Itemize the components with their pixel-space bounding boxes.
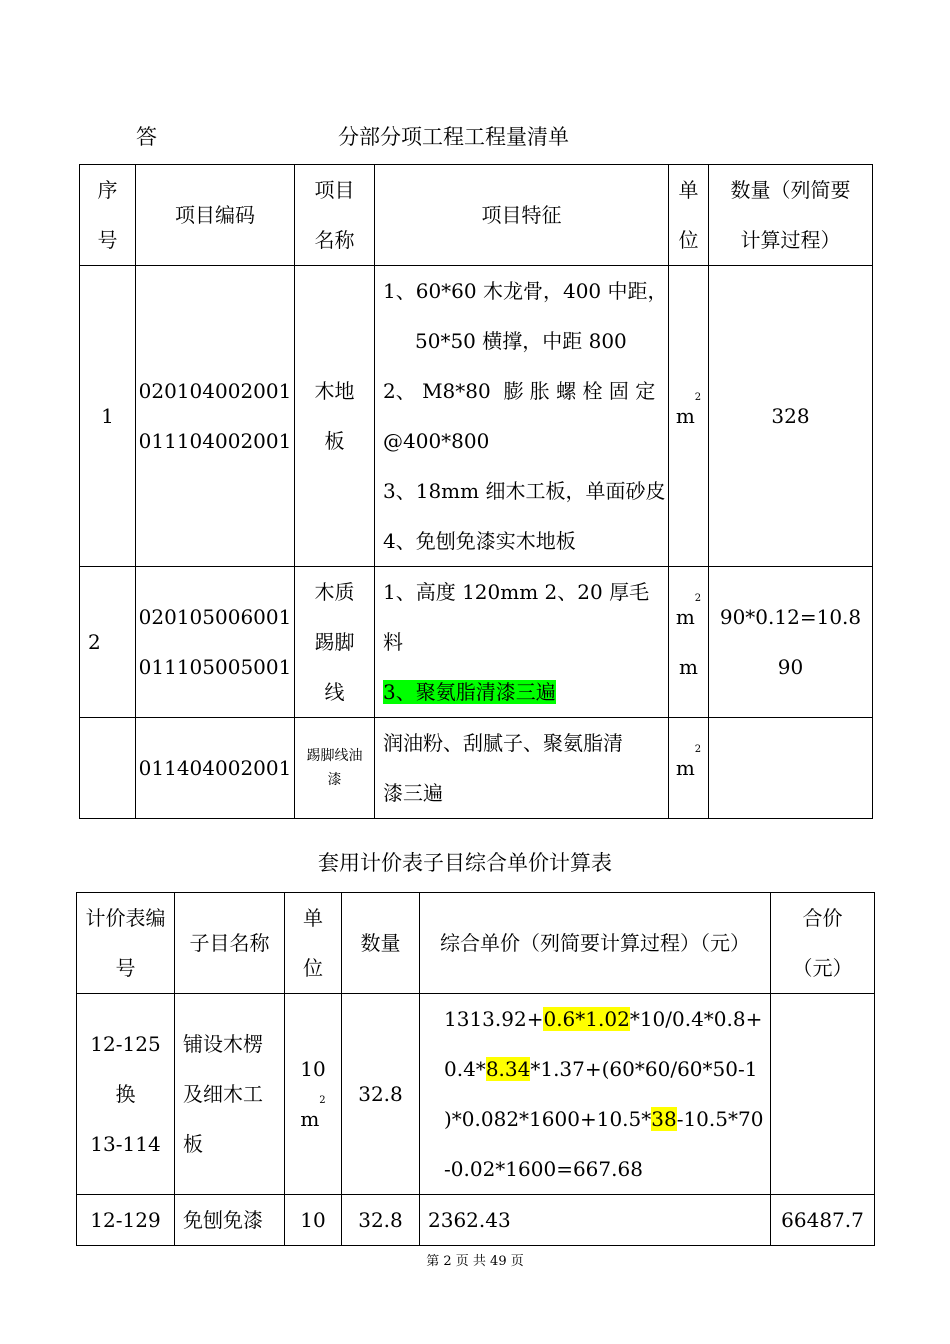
table2-title: 套用计价表子目综合单价计算表	[318, 851, 612, 875]
highlighted-value: 0.6*1.02	[543, 1007, 630, 1031]
header-price: 综合单价（列简要计算过程）（元）	[420, 893, 771, 994]
row-seq: 2	[80, 567, 136, 718]
row-qty: 328	[709, 266, 873, 567]
row-features: 1、60*60 木龙骨，400 中距， 50*50 横撑，中距 800 2、 M8*80 膨 胀 螺 栓 固 定 @400*800 3、18mm 细木工板，单面砂皮 4、免刨免漆实木地板	[375, 266, 669, 567]
header-unit: 单 位	[669, 165, 709, 266]
row-codes: 020105006001 011105005001	[136, 567, 295, 718]
header-qty: 数量（列简要 计算过程）	[709, 165, 873, 266]
header-name: 项目 名称	[295, 165, 375, 266]
row-name: 木质 踢脚 线	[295, 567, 375, 718]
row-name: 踢脚线油 漆	[295, 718, 375, 819]
header-code: 计价表编 号	[77, 893, 175, 994]
row-codes: 020104002001 011104002001	[136, 266, 295, 567]
table-header-row	[80, 165, 873, 266]
row-qty: 32.8	[342, 994, 420, 1195]
answer-label: 答	[136, 125, 157, 149]
header-seq: 序 号	[80, 165, 136, 266]
header-code: 项目编码	[136, 165, 295, 266]
row-seq: 1	[80, 266, 136, 567]
header-name: 子目名称	[175, 893, 285, 994]
row-price-calc: 1313.92+0.6*1.02*10/0.4*0.8+ 0.4*8.34*1.37+(60*60/60*50-1 )*0.082*1600+10.5*38-10.5*70 -0.02*1600=667.68	[420, 994, 771, 1195]
row-unit: $m^2$	[669, 718, 709, 819]
page-footer: 第 2 页 共 49 页	[426, 1254, 524, 1269]
table-row	[80, 567, 873, 718]
table-row	[77, 994, 875, 1195]
bill-of-quantities-table	[79, 164, 873, 819]
header-unit: 单 位	[285, 893, 342, 994]
row-name: 铺设木楞 及细木工 板	[175, 994, 285, 1195]
row-qty: 32.8	[342, 1195, 420, 1246]
row-code: 12-129	[77, 1195, 175, 1246]
table-row	[77, 1195, 875, 1246]
table-row	[80, 266, 873, 567]
table-row	[80, 718, 873, 819]
highlighted-value: 8.34	[485, 1057, 531, 1081]
table-header-row	[77, 893, 875, 994]
highlighted-value: 38	[651, 1107, 677, 1131]
row-features: 1、高度 120mm 2、20 厚毛料 3、聚氨脂清漆三遍	[375, 567, 669, 718]
row-name: 免刨免漆	[175, 1195, 285, 1246]
highlighted-feature: 3、聚氨脂清漆三遍	[383, 680, 556, 704]
row-unit: 10 $m^2$	[285, 994, 342, 1195]
row-price: 2362.43	[420, 1195, 771, 1246]
row-unit: $m^2$	[669, 266, 709, 567]
row-total	[771, 994, 875, 1195]
row-total: 66487.7	[771, 1195, 875, 1246]
header-qty: 数量	[342, 893, 420, 994]
row-name: 木地 板	[295, 266, 375, 567]
row-unit: $m^2$ m	[669, 567, 709, 718]
row-unit: 10	[285, 1195, 342, 1246]
row-qty: 90*0.12=10.8 90	[709, 567, 873, 718]
header-total: 合价 （元）	[771, 893, 875, 994]
row-seq	[80, 718, 136, 819]
header-feature: 项目特征	[375, 165, 669, 266]
row-code: 12-125 换 13-114	[77, 994, 175, 1195]
unit-price-table	[76, 892, 875, 1246]
page-title: 分部分项工程工程量清单	[338, 125, 569, 149]
row-features: 润油粉、刮腻子、聚氨脂清 漆三遍	[375, 718, 669, 819]
row-qty	[709, 718, 873, 819]
row-codes: 011404002001	[136, 718, 295, 819]
